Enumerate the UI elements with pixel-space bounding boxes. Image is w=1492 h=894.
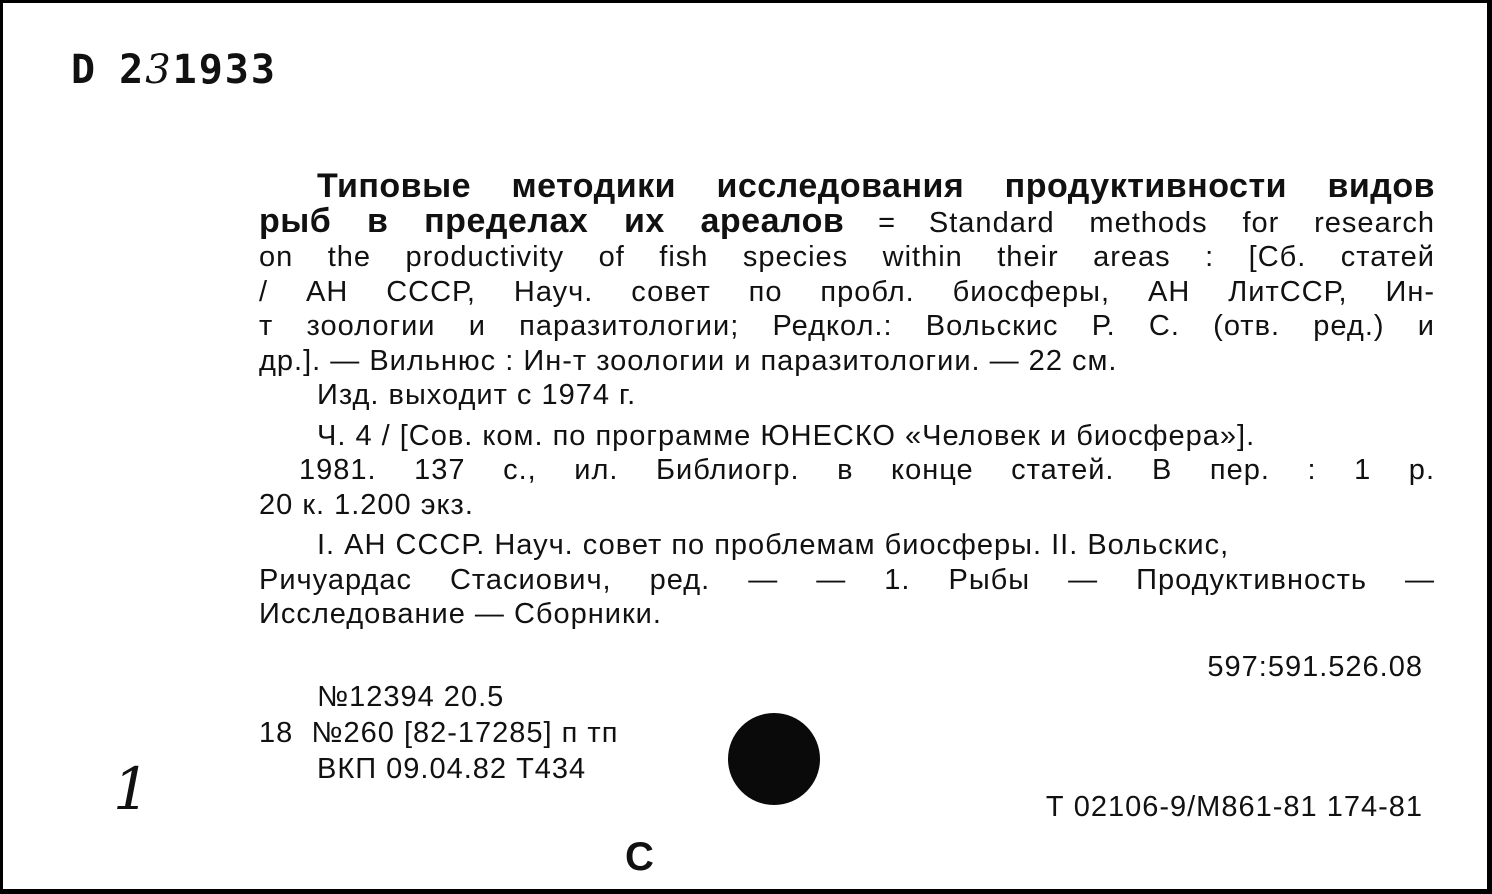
catalog-prefix: D (71, 47, 98, 93)
print-metadata (259, 679, 618, 787)
title-line-1: Типовые методики исследования продуктивности видов (317, 167, 1435, 205)
body-line-1: on the productivity of fish species within their areas : [Сб. статей (259, 241, 1435, 273)
udc-code: 597:591.526.08 (1207, 651, 1423, 683)
parallel-separator: = (878, 206, 896, 239)
subject-line-2: Ричуардас Стасиович, ред. — — 1. Рыбы — Продуктивность — (259, 563, 1435, 596)
subject-line-3: Исследование — Сборники. (259, 598, 662, 630)
part-line-1: Ч. 4 / [Сов. ком. по программе ЮНЕСКО «Человек и биосфера»]. (317, 419, 1256, 452)
title-line-2-text: рыб в пределах их ареалов (259, 201, 845, 240)
part-line-3: 20 к. 1.200 экз. (259, 488, 474, 521)
bibliographic-record (259, 169, 1435, 632)
catalog-handwritten-digit: 3 (145, 47, 173, 93)
parallel-title-start: Standard methods for research (928, 206, 1435, 239)
catalog-number-rest: 1933 (172, 47, 277, 93)
title-line-2 (259, 201, 1435, 241)
bottom-code: Т 02106-9/М861-81 174-81 (1045, 791, 1423, 823)
meta-line-2 (259, 715, 618, 751)
meta-line-2-text: №260 [82-17285] п тп (311, 717, 619, 749)
meta-line-3: ВКП 09.04.82 Т434 (317, 753, 587, 785)
punch-hole (728, 713, 820, 805)
part-line-2: 1981. 137 с., ил. Библиогр. в конце статей. В пер. : 1 р. (299, 454, 1435, 486)
publishing-note: Изд. выходит с 1974 г. (317, 379, 637, 411)
body-line-2: / АН СССР, Науч. совет по пробл. биосферы, АН ЛитССР, Ин- (259, 275, 1435, 308)
catalog-number (71, 47, 277, 93)
meta-line-1: №12394 20.5 (317, 681, 505, 713)
c-mark: С (625, 835, 654, 879)
meta-prefix: 18 (259, 717, 294, 749)
body-line-3: т зоологии и паразитологии; Редкол.: Вольскис Р. С. (отв. ред.) и (259, 310, 1435, 342)
body-line-4: др.]. — Вильнюс : Ин-т зоологии и паразитологии. — 22 см. (259, 344, 1118, 377)
handwritten-mark: 1 (113, 755, 150, 823)
catalog-card (3, 3, 1487, 889)
subject-line-1: I. АН СССР. Науч. совет по проблемам биосферы. II. Вольскис, (317, 529, 1230, 561)
catalog-number-digit: 2 (119, 47, 146, 93)
